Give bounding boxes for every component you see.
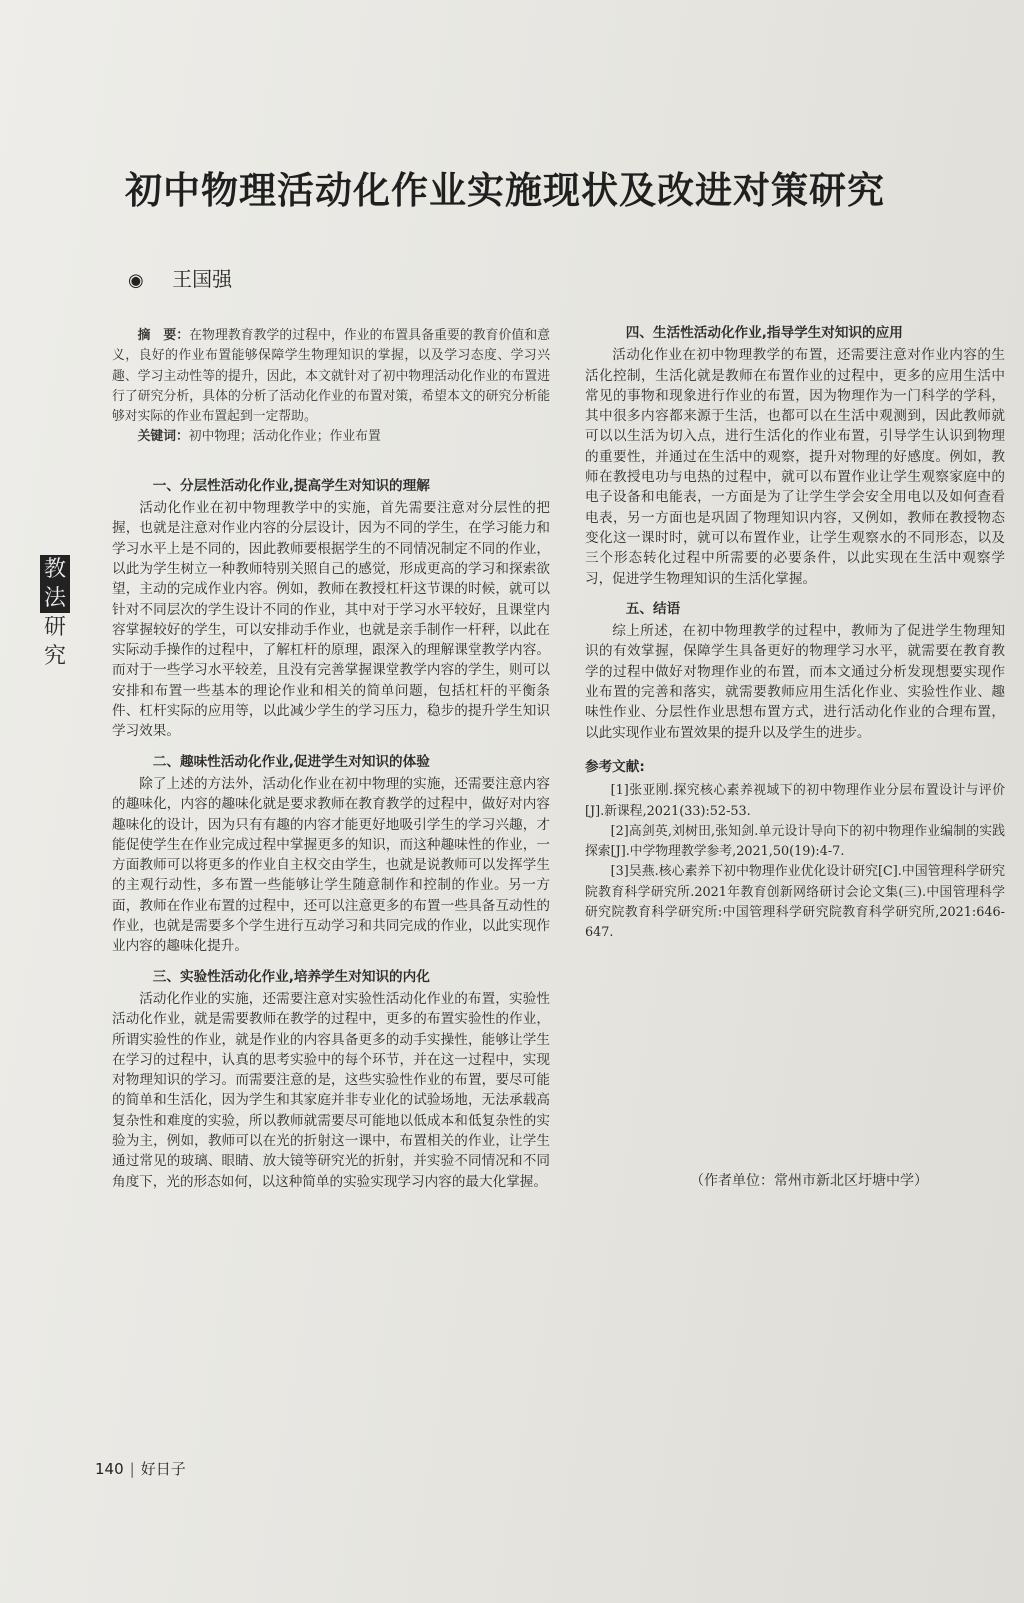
section-paragraph: 综上所述，在初中物理教学的过程中，教师为了促进学生物理知识的有效掌握，保障学生具备更好的物理学习水平，就需要在教育教学的过程中做好对物理作业的布置，而本文通过分析发现想要实现作业布置的完善和落实，就需要教师应用生活化作业、实验性作业、趣味性作业、分层性作业思想布置方式，进行活动化作业的合理布置，以此实现作业布置效果的提升以及学生的进步。 [585,623,1005,741]
keywords-text: 初中物理；活动化作业；作业布置 [188,429,381,445]
author-line [128,263,232,292]
side-label-rest: 研究 [43,615,66,669]
article-title: 初中物理活动化作业实施现状及改进对策研究 [125,169,885,212]
section-paragraph: 活动化作业在初中物理教学中的实施，首先需要注意对分层性的把握，也就是注意对作业内容的分层设计，因为不同的学生，在学习能力和学习水平上是不同的，因此教师要根据学生的不同情况制定不同的作业，以此为学生树立一种教师特别关照自己的感觉，形成更高的学习和探索欲望，主动的完成作业内容。例如，教师在教授杠杆这节课的时候，就可以针对不同层次的学生设计不同的作业，其中对于学习水平较好，且课堂内容掌握较好的学生，可以安排动手作业，也就是亲手制作一杆秤，以此在实际动手操作的过程中，了解杠杆的原理，跟深入的理解课堂教学内容。而对于一些学习水平较差，且没有完善掌握课堂教学内容的学生，则可以安排和布置一些基本的理论作业和相关的简单问题，包括杠杆的平衡条件、杠杆实际的应用等，以此减少学生的学习压力，稳步的提升学生知识学习效果。 [112,500,550,740]
keywords-label: 关键词： [137,429,189,445]
section-paragraph: 活动化作业的实施，还需要注意对实验性活动化作业的布置，实验性活动化作业，就是需要教师在教学的过程中，更多的布置实验性的作业，所谓实验性的作业，就是作业的内容具备更多的动手实操性，能够让学生在学习的过程中，认真的思考实验中的每个环节，并在这一过程中，实现对物理知识的学习。而需要注意的是，这些实验性作业的布置，要尽可能的简单和生活化，因为学生和其家庭并非专业化的试验场地，无法承载高复杂性和难度的实验，所以教师就需要尽可能地以低成本和低复杂性的实验为主，例如，教师可以在光的折射这一课中，布置相关的作业，让学生通过常见的玻璃、眼睛、放大镜等研究光的折射，并实验不同情况和不同角度下，光的形态如何，以这种简单的实验实现学习内容的最大化掌握。 [112,990,550,1190]
abstract-text: 在物理教育教学的过程中，作业的布置具备重要的教育价值和意义，良好的作业布置能够保障学生物理知识的掌握，以及学习态度、学习兴趣、学习主动性等的提升，因此，本文就针对了初中物理活动化作业的布置进行了研究分析，具体的分析了活动化作业的布置对策，希望本文的研究分析能够对实际的作业布置起到一定帮助。 [112,328,550,425]
author-affiliation: （作者单位：常州市新北区圩塘中学） [690,1173,928,1189]
abstract-label: 摘 要： [137,328,190,343]
section-paragraph: 除了上述的方法外，活动化作业在初中物理的实施，还需要注意内容的趣味化，内容的趣味化就是要求教师在教育教学的过程中，做好对内容趣味化的设计，因为只有有趣的内容才能更好地吸引学生的学习兴趣，才能促使学生在作业完成过程中掌握更多的知识，而这种趣味性的作业，一方面教师可以将更多的作业自主权交由学生，也就是说教师可以发挥学生的主观行动性，多布置一些能够让学生随意制作和控制的作业。另一方面，教师在作业布置的过程中，还可以注意更多的布置一些具备互动性的作业，也就是需要多个学生进行互动学习和共同完成的作业，以此实现作业内容的趣味化提升。 [112,775,550,955]
footer-separator: | [129,1460,135,1478]
reference-item: [3]吴燕.核心素养下初中物理作业优化设计研究[C].中国管理科学研究院教育科学研究所.2021年教育创新网络研讨会论文集(三).中国管理科学研究院教育科学研究所:中国管理科学研究院教育科学研究所,2021:646-647. [585,864,1005,941]
page-footer [95,1458,186,1479]
section-heading: 四、生活性活动化作业,指导学生对知识的应用 [625,325,903,341]
references-title: 参考文献: [585,758,645,775]
section-side-label [40,555,70,671]
reference-item: [2]高剑英,刘树田,张知剑.单元设计导向下的初中物理作业编制的实践探索[J].中学物理教学参考,2021,50(19):4-7. [585,823,1005,860]
keywords [112,427,550,447]
page-number: 140 [95,1460,124,1478]
abstract [112,326,550,427]
reference-item: [1]张亚刚.探究核心素养视域下的初中物理作业分层布置设计与评价[J].新课程,2021(33):52-53. [585,783,1005,819]
magazine-name: 好日子 [140,1460,186,1478]
right-column [585,313,1005,944]
section-heading: 二、趣味性活动化作业,促进学生对知识的体验 [152,753,430,770]
section-heading: 三、实验性活动化作业,培养学生对知识的内化 [152,968,430,985]
author-bullet-icon: ◉ [128,270,144,291]
section-heading: 五、结语 [625,600,681,617]
section-paragraph: 活动化作业在初中物理教学的布置，还需要注意对作业内容的生活化控制，生活化就是教师在布置作业的过程中，更多的应用生活中常见的事物和现象进行作业的布置，因为物理作为一门科学的学科，其中很多内容都来源于生活，也都可以在生活中观测到，因此教师就可以以生活为切入点，进行生活化的作业布置，引导学生认识到物理的重要性，并通过在生活中的观察，提升对物理的好感度。例如，教师在教授电功与电热的过程中，就可以布置作业让学生观察家庭中的电子设备和电能表，一方面是为了让学生学会安全用电以及如何查看电表，另一方面也是巩固了物理知识内容，又例如，教师在教授物态变化这一课时时，就可以布置作业，让学生观察水的不同形态，以及三个形态转化过程中所需要的必要条件，以此实现在生活中观察学习，促进学生物理知识的生活化掌握。 [585,347,1005,587]
side-label-highlight: 教法 [40,555,70,613]
author-name: 王国强 [172,267,233,291]
section-heading: 一、分层性活动化作业,提高学生对知识的理解 [152,477,430,494]
left-column [112,326,550,1192]
